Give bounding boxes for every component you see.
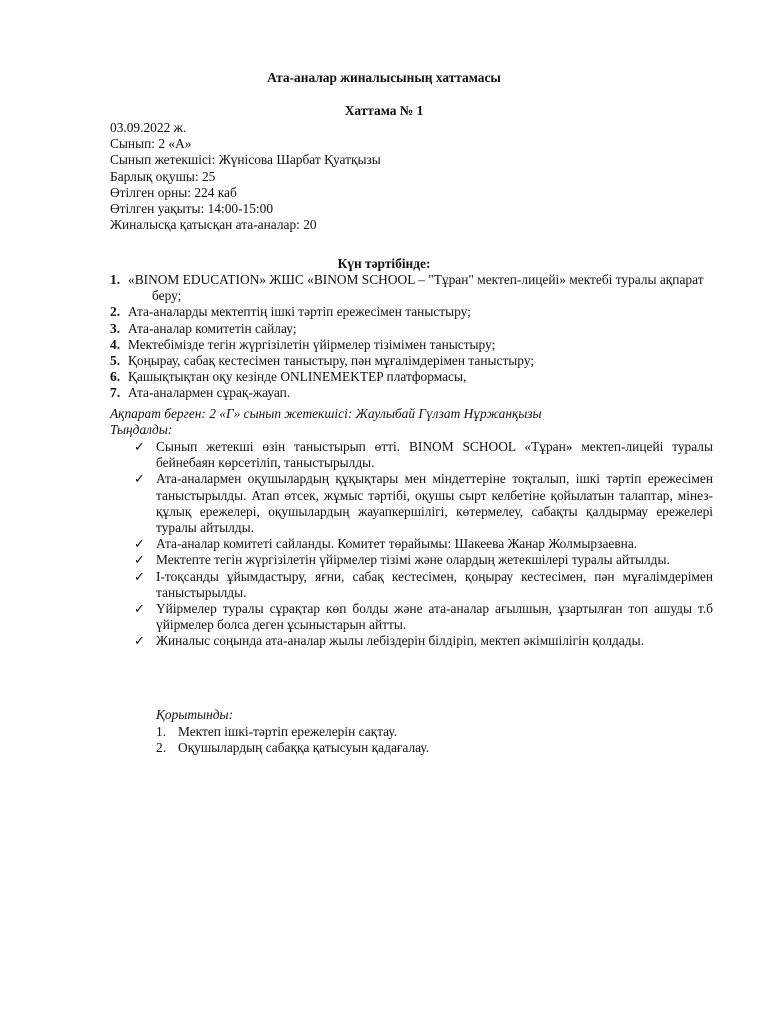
list-item-text: Ата-аналар комитеті сайланды. Комитет төрайымы: Шакеева Жанар Жолмырзаевна. <box>156 536 638 552</box>
agenda-number: 7. <box>110 385 121 401</box>
agenda-text: Ата-аналарды мектептің ішкі тәртіп ережесімен таныстыру; <box>128 304 471 320</box>
agenda-item <box>110 272 710 304</box>
meeting-info <box>110 120 710 233</box>
list-item-text: Мектепте тегін жүргізілетін үйірмелер тізімі және олардың жетекшілері туралы айтылды. <box>156 552 670 568</box>
agenda-number: 1. <box>110 272 121 287</box>
agenda-text: «BINOM EDUCATION» ЖШС «BINOM SCHOOL – "Тұран" мектеп-лицейі» мектебі туралы ақпарат беру; <box>128 272 704 304</box>
list-item <box>134 552 713 568</box>
info-place: Өтілген орны: 224 каб <box>110 184 237 200</box>
list-item-text: Жиналыс соңында ата-аналар жылы лебіздерін білдіріп, мектеп әкімшілігін қолдады. <box>156 633 644 649</box>
checkmark-icon: ✓ <box>134 439 145 454</box>
agenda-item <box>110 385 710 401</box>
agenda-text: Қоңырау, сабақ кестесімен таныстыру, пән мұғалімдерімен таныстыру; <box>128 353 535 369</box>
agenda-number: 3. <box>110 320 121 336</box>
agenda-item <box>110 304 710 320</box>
conclusion-number: 2. <box>156 740 167 756</box>
list-item-text: Ата-аналармен оқушылардың құқықтары мен міндеттеріне тоқталып, ішкі тәртіп ережесімен таныстырылды. Атап өтсек, жұмыс тәртібі, оқушы сырт келбетіне қойылатын талаптар, мінез-құлық ережелері, оқушылардың жауапкершілігі, көтермелеу, сабақты қалдырмау ережелері туралы айтылды. <box>156 471 713 536</box>
list-item <box>156 724 716 740</box>
conclusion-text: Оқушылардың сабаққа қатысуын қадағалау. <box>178 740 430 756</box>
discussion-list <box>134 439 713 650</box>
agenda-number: 2. <box>110 304 121 320</box>
list-item <box>134 601 713 633</box>
protocol-number: Хаттама № 1 <box>344 103 424 118</box>
list-item-text: Үйірмелер туралы сұрақтар көп болды және ата-аналар ағылшын, ұзартылған топ ашуды т.б үйірмелер болса деген ұсыныстарын айтты. <box>156 601 713 633</box>
conclusion-text: Мектеп ішкі-тәртіп ережелерін сақтау. <box>178 724 398 739</box>
agenda-list <box>110 272 710 402</box>
conclusion-list <box>156 724 716 756</box>
listened-heading: Тыңдалды: <box>110 422 173 437</box>
list-item <box>134 471 713 536</box>
checkmark-icon: ✓ <box>134 536 145 552</box>
conclusion-number: 1. <box>156 724 167 739</box>
info-teacher: Сынып жетекшісі: Жүнісова Шарбат Қуатқызы <box>110 152 381 168</box>
checkmark-icon: ✓ <box>134 471 145 487</box>
agenda-text: Мектебімізде тегін жүргізілетін үйірмелер тізімімен таныстыру; <box>128 336 496 352</box>
agenda-item <box>110 369 710 385</box>
list-item <box>156 740 716 756</box>
checkmark-icon: ✓ <box>134 633 145 649</box>
list-item <box>134 439 713 471</box>
document-title: Ата-аналар жиналысының хаттамасы <box>267 70 501 85</box>
info-date: 03.09.2022 ж. <box>110 120 187 135</box>
info-class: Сынып: 2 «А» <box>110 136 192 152</box>
agenda-item <box>110 321 710 337</box>
checkmark-icon: ✓ <box>134 552 145 568</box>
conclusion-heading: Қорытынды: <box>156 707 234 722</box>
agenda-item <box>110 337 710 353</box>
informed-by: Ақпарат берген: 2 «Г» сынып жетекшісі: Жаулыбай Гүлзат Нұржанқызы <box>110 406 542 421</box>
agenda-text: Ата-аналармен сұрақ-жауап. <box>128 385 291 401</box>
agenda-text: Ата-аналар комитетін сайлау; <box>128 320 297 336</box>
checkmark-icon: ✓ <box>134 601 145 617</box>
list-item <box>134 569 713 601</box>
list-item-text: Сынып жетекші өзін таныстырып өтті. BINOM SCHOOL «Тұран» мектеп-лицейі туралы бейнебаян көрсетіліп, таныстырылды. <box>156 439 713 471</box>
agenda-heading: Күн тәртібінде: <box>337 256 431 271</box>
info-students: Барлық оқушы: 25 <box>110 168 216 184</box>
list-item <box>134 633 713 649</box>
agenda-item <box>110 353 710 369</box>
info-attendees: Жиналысқа қатысқан ата-аналар: 20 <box>110 217 317 233</box>
list-item-text: І-тоқсанды ұйымдастыру, яғни, сабақ кестесімен, қоңырау кестесімен, пән мұғалімдерімен таныстырылды. <box>156 568 713 600</box>
agenda-text: Қашықтықтан оқу кезінде ONLINEMEKTEP платформасы, <box>128 369 467 385</box>
agenda-number: 5. <box>110 353 121 369</box>
checkmark-icon: ✓ <box>134 568 145 584</box>
agenda-number: 4. <box>110 336 121 352</box>
list-item <box>134 536 713 552</box>
agenda-number: 6. <box>110 369 121 385</box>
info-time: Өтілген уақыты: 14:00-15:00 <box>110 201 274 217</box>
